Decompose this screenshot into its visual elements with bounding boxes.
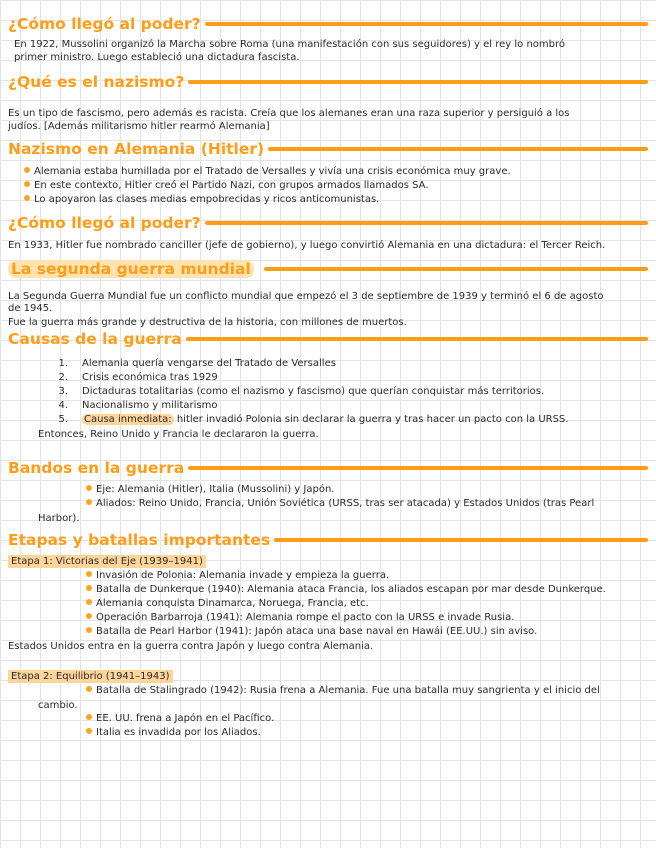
list-item: 1. Alemania quería vengarse del Tratado de Versalles xyxy=(58,358,336,369)
bullet-dot xyxy=(86,613,92,619)
bullet-dot xyxy=(24,181,30,187)
heading-rule xyxy=(188,80,648,84)
heading-rule xyxy=(205,22,648,26)
paragraph-line: judíos. [Además militarismo hitler rearmó Alemania] xyxy=(8,121,270,132)
paragraph-line: Es un tipo de fascismo, pero además es racista. Creía que los alemanes eran una raza superior y persiguió a los xyxy=(8,108,570,119)
paragraph-line: cambio. xyxy=(38,700,78,711)
paragraph-line: Harbor). xyxy=(38,513,80,524)
heading-como-llego-2: ¿Cómo llegó al poder? xyxy=(8,213,648,233)
heading-rule xyxy=(274,538,648,542)
bullet-dot xyxy=(86,499,92,505)
paragraph-line: Fue la guerra más grande y destructiva de la historia, con millones de muertos. xyxy=(8,317,407,328)
list-item: Eje: Alemania (Hitler), Italia (Mussolini) y Japón. xyxy=(86,483,334,497)
list-item: Alemania conquista Dinamarca, Noruega, Francia, etc. xyxy=(86,597,369,611)
heading-nazismo-alemania: Nazismo en Alemania (Hitler) xyxy=(8,139,648,159)
list-item: 4. Nacionalismo y militarismo xyxy=(58,400,218,411)
list-item: Batalla de Pearl Harbor (1941): Japón ataca una base naval en Hawái (EE.UU.) sin aviso. xyxy=(86,625,537,639)
paragraph-line: de 1945. xyxy=(8,303,53,314)
bullet-dot xyxy=(86,485,92,491)
stage-label-2: Etapa 2: Equilibrio (1941–1943) xyxy=(8,670,173,683)
bullet-dot xyxy=(86,585,92,591)
heading-etapas: Etapas y batallas importantes xyxy=(8,530,648,550)
list-item: Alemania estaba humillada por el Tratado de Versalles y vivía una crisis económica muy grave. xyxy=(24,165,511,179)
list-item: 2. Crisis económica tras 1929 xyxy=(58,372,218,383)
bullet-dot xyxy=(86,714,92,720)
bullet-dot xyxy=(86,728,92,734)
heading-que-es-nazismo: ¿Qué es el nazismo? xyxy=(8,72,648,92)
paragraph-line: Entonces, Reino Unido y Francia le declararon la guerra. xyxy=(38,429,319,440)
list-item: Lo apoyaron las clases medias empobrecidas y ricos anticomunistas. xyxy=(24,193,379,207)
list-item: Operación Barbarroja (1941): Alemania rompe el pacto con la URSS e invade Rusia. xyxy=(86,611,514,625)
highlight-causa-inmediata: Causa inmediata: xyxy=(84,414,172,425)
list-item: 3. Dictaduras totalitarias (como el nazismo y fascismo) que querían conquistar más territorios. xyxy=(58,386,545,397)
list-item: Italia es invadida por los Aliados. xyxy=(86,726,261,740)
bullet-dot xyxy=(86,599,92,605)
list-item: Batalla de Stalingrado (1942): Rusia frena a Alemania. Fue una batalla muy sangrienta y el inicio del xyxy=(86,684,600,698)
bullet-dot xyxy=(86,627,92,633)
list-item: En este contexto, Hitler creó el Partido Nazi, con grupos armados llamados SA. xyxy=(24,179,429,193)
list-item: Batalla de Dunkerque (1940): Alemania ataca Francia, los aliados escapan por mar desde Dunkerque. xyxy=(86,583,606,597)
list-item: Invasión de Polonia: Alemania invade y empieza la guerra. xyxy=(86,569,389,583)
heading-rule xyxy=(264,267,648,271)
heading-bandos: Bandos en la guerra xyxy=(8,458,648,478)
list-item: Aliados: Reino Unido, Francia, Unión Soviética (URSS, tras ser atacada) y Estados Unidos (tras Pearl xyxy=(86,497,594,511)
heading-como-llego-1: ¿Cómo llegó al poder? xyxy=(8,14,648,34)
heading-causas: Causas de la guerra xyxy=(8,329,648,349)
heading-rule xyxy=(186,337,648,341)
list-item: EE. UU. frena a Japón en el Pacífico. xyxy=(86,712,274,726)
bullet-dot xyxy=(24,167,30,173)
paragraph-line: En 1922, Mussolini organizó la Marcha sobre Roma (una manifestación con sus seguidores) y el rey lo nombró xyxy=(14,39,566,50)
bullet-dot xyxy=(24,195,30,201)
heading-rule xyxy=(268,147,648,151)
heading-rule xyxy=(188,466,648,470)
heading-segunda-guerra: La segunda guerra mundial xyxy=(8,259,648,279)
stage-label-1: Etapa 1: Victorias del Eje (1939–1941) xyxy=(8,555,206,568)
paragraph-line: primer ministro. Luego estableció una dictadura fascista. xyxy=(14,52,300,63)
bullet-dot xyxy=(86,686,92,692)
paragraph-line: La Segunda Guerra Mundial fue un conflicto mundial que empezó el 3 de septiembre de 1939 y terminó el 6 de agosto xyxy=(8,291,604,302)
list-item: 5. Causa inmediata: hitler invadió Polonia sin declarar la guerra y tras hacer un pacto con la URSS. xyxy=(58,414,569,425)
paragraph-line: En 1933, Hitler fue nombrado canciller (jefe de gobierno), y luego convirtió Alemania en una dictadura: el Tercer Reich. xyxy=(8,240,606,251)
heading-rule xyxy=(205,221,648,225)
paragraph-line: Estados Unidos entra en la guerra contra Japón y luego contra Alemania. xyxy=(8,641,374,652)
bullet-dot xyxy=(86,571,92,577)
